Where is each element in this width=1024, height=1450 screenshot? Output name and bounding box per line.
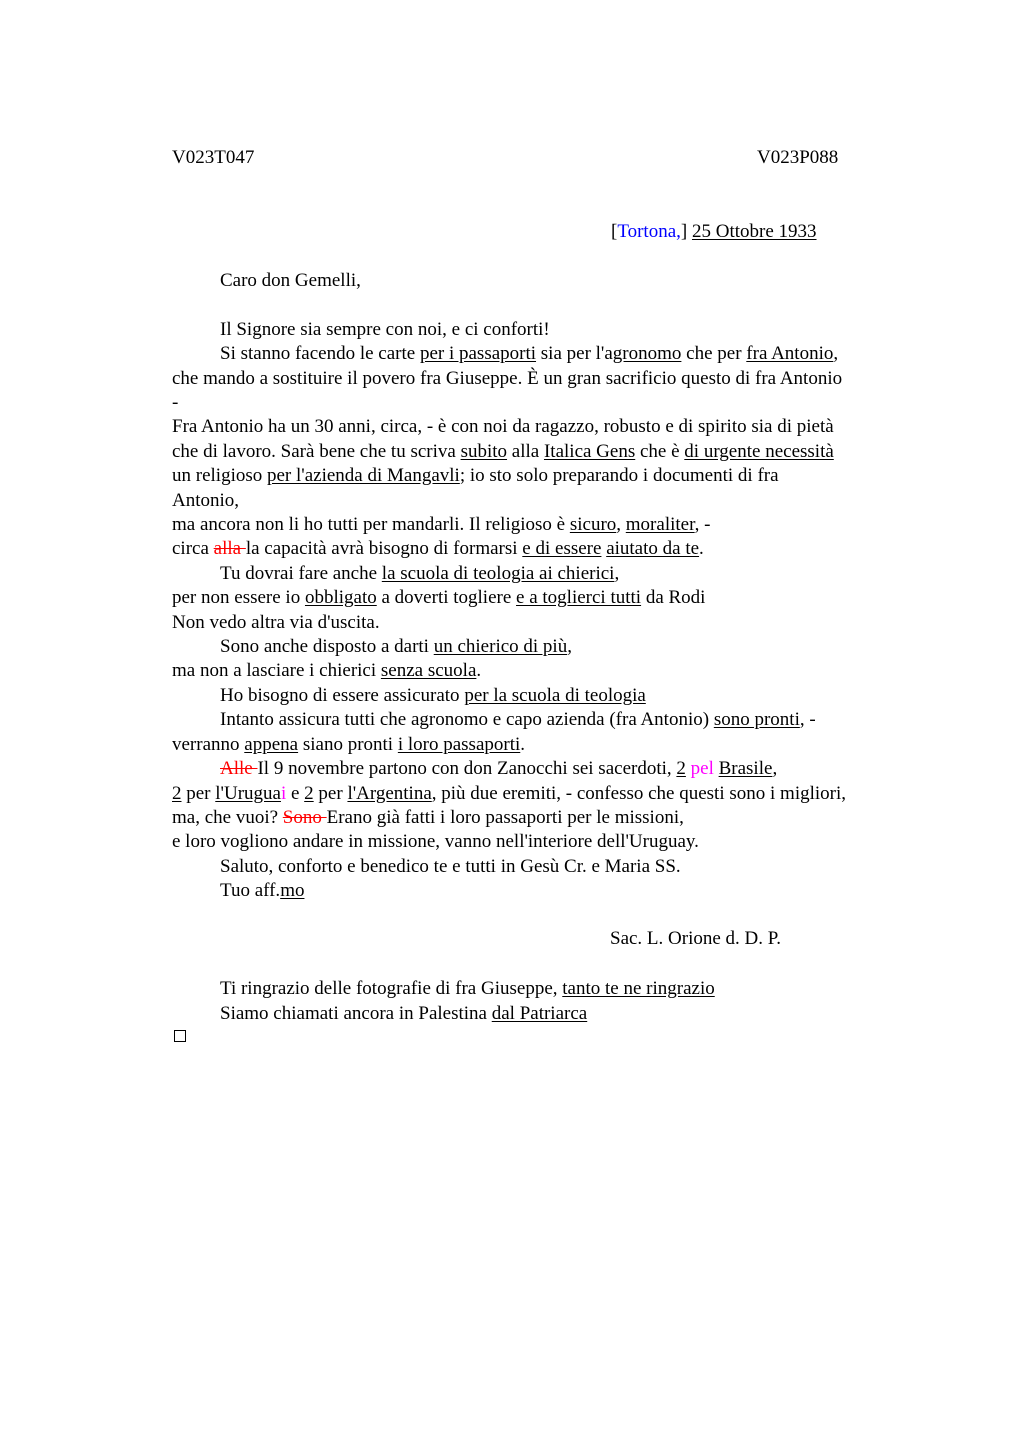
- letter-line: Si stanno facendo le carte per i passaporti sia per l'agronomo che per fra Antonio,: [220, 343, 839, 364]
- deleted-text: Alle: [220, 758, 258, 779]
- letter-line: Non vedo altra via d'uscita.: [172, 612, 380, 633]
- letter-line: Antonio,: [172, 490, 240, 511]
- inserted-text: pel: [690, 758, 714, 779]
- letter-line: Sono anche disposto a darti un chierico di più,: [220, 636, 572, 657]
- letter-line: -: [172, 392, 179, 413]
- dateline: [Tortona,] 25 Ottobre 1933: [611, 221, 817, 242]
- salutation: Caro don Gemelli,: [220, 270, 361, 291]
- letter-line: 2 per l'Uruguai e 2 per l'Argentina, più due eremiti, - confesso che questi sono i migliori,: [172, 783, 847, 804]
- inserted-text: i: [280, 783, 287, 804]
- letter-line: Intanto assicura tutti che agronomo e capo azienda (fra Antonio) sono pronti, -: [220, 709, 816, 730]
- postscript-line: Siamo chiamati ancora in Palestina dal Patriarca: [220, 1003, 588, 1024]
- letter-line: che di lavoro. Sarà bene che tu scriva subito alla Italica Gens che è di urgente necessità: [172, 441, 834, 462]
- dateline-place: Tortona,: [617, 221, 681, 242]
- letter-line: per non essere io obbligato a doverti togliere e a toglierci tutti da Rodi: [172, 587, 706, 608]
- letter-line: un religioso per l'azienda di Mangavli; io sto solo preparando i documenti di fra: [172, 465, 779, 486]
- letter-line: ma non a lasciare i chierici senza scuola.: [172, 660, 482, 681]
- header-right-code: V023P088: [757, 147, 839, 168]
- dateline-date: 25 Ottobre 1933: [691, 221, 817, 242]
- letter-line: che mando a sostituire il povero fra Giuseppe. È un gran sacrificio questo di fra Antonio: [172, 368, 843, 389]
- closing: Tuo aff.mo: [220, 880, 305, 901]
- letter-line: e loro vogliono andare in missione, vanno nell'interiore dell'Uruguay.: [172, 831, 699, 852]
- letter-line: Alle Il 9 novembre partono con don Zanocchi sei sacerdoti, 2 pel Brasile,: [220, 758, 778, 779]
- header-left-code: V023T047: [172, 147, 255, 168]
- letter-line: Saluto, conforto e benedico te e tutti in Gesù Cr. e Maria SS.: [220, 856, 681, 877]
- letter-line: ma ancora non li ho tutti per mandarli. Il religioso è sicuro, moraliter, -: [172, 514, 711, 535]
- letter-line: Il Signore sia sempre con noi, e ci conforti!: [220, 319, 550, 340]
- signature: Sac. L. Orione d. D. P.: [610, 928, 781, 949]
- postscript-line: Ti ringrazio delle fotografie di fra Giuseppe, tanto te ne ringrazio: [220, 978, 715, 999]
- end-marker-box: [174, 1030, 186, 1042]
- deleted-text: alla: [213, 538, 246, 559]
- letter-line: Ho bisogno di essere assicurato per la scuola di teologia: [220, 685, 646, 706]
- letter-line: Fra Antonio ha un 30 anni, circa, - è con noi da ragazzo, robusto e di spirito sia di pietà: [172, 416, 834, 437]
- letter-line: Tu dovrai fare anche la scuola di teologia ai chierici,: [220, 563, 620, 584]
- letter-line: verranno appena siano pronti i loro passaporti.: [172, 734, 526, 755]
- letter-line: ma, che vuoi? Sono Erano già fatti i loro passaporti per le missioni,: [172, 807, 684, 828]
- deleted-text: Sono: [282, 807, 327, 828]
- letter-line: circa alla la capacità avrà bisogno di formarsi e di essere aiutato da te.: [172, 538, 704, 559]
